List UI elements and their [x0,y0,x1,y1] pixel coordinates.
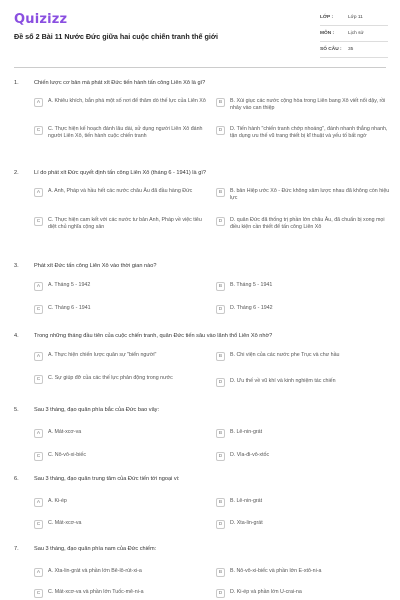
question-7 [14,546,386,600]
option-letter-badge: B [216,498,225,507]
question-number: 2. [14,170,19,176]
option-letter-badge: A [34,352,43,361]
option-text: A. Ki-ép [48,498,67,504]
info-row-subject [320,26,388,42]
question-1 [14,80,386,160]
option-text: A. Mát-xcơ-va [48,429,82,435]
question-text: Sau 3 tháng, đạo quân phía bắc của Đức bao vây: [34,407,160,413]
option-b[interactable] [216,352,392,361]
option-d[interactable] [216,589,392,598]
info-label: SỐ CÂU : [320,47,342,52]
header-divider [14,67,386,68]
info-value: Lịch sử [348,31,364,36]
option-letter-badge: B [216,352,225,361]
option-letter-badge: D [216,217,225,226]
option-d[interactable] [216,452,392,461]
option-b[interactable] [216,568,392,577]
option-letter-badge: B [216,568,225,577]
option-text: B. Xúi giục các nước cộng hòa trong Liên bang Xô viết nổi dậy, rồi nhảy vào can thiệp [230,98,386,111]
option-letter-badge: B [216,98,225,107]
option-text: B. Nô-vô-xi-biếc và phần lớn E-xtô-ni-a [230,568,322,574]
option-letter-badge: B [216,188,225,197]
question-text: Chiến lược cơ bản mà phát xít Đức tiến hành tấn công Liên Xô là gì? [34,80,206,86]
option-letter-badge: D [216,589,225,598]
option-letter-badge: D [216,520,225,529]
option-text: C. Tháng 6 - 1941 [48,305,91,311]
worksheet-title: Đề số 2 Bài 11 Nước Đức giữa hai cuộc chiến tranh thế giới [14,32,218,41]
quizizz-logo: Quizizz [14,12,68,27]
option-text: A. Xta-lin-grát và phần lớn Bê-lô-rút-xi-a [48,568,142,574]
option-text: A. Khiêu khích, bắn phá một số nơi để thăm dò thế lực của Liên Xô [48,98,206,104]
option-text: A. Tháng 5 - 1942 [48,282,91,288]
option-letter-badge: C [34,305,43,314]
option-letter-badge: B [216,429,225,438]
option-a[interactable] [34,98,210,107]
question-number: 4. [14,333,19,339]
option-b[interactable] [216,188,392,202]
option-text: D. Vla-đi-vô-xtốc [230,452,270,458]
option-letter-badge: D [216,452,225,461]
option-c[interactable] [34,217,210,231]
option-letter-badge: C [34,375,43,384]
option-text: B. bản Hiệp ước Xô - Đức không xâm lược nhau đã không còn hiệu lực [230,188,390,201]
option-c[interactable] [34,452,210,461]
option-d[interactable] [216,305,392,314]
option-a[interactable] [34,429,210,438]
option-text: C. Nô-vô-xi-biếc [48,452,86,458]
info-label: MÔN : [320,31,335,36]
question-number: 5. [14,407,19,413]
option-a[interactable] [34,282,210,291]
option-letter-badge: A [34,429,43,438]
option-letter-badge: A [34,498,43,507]
option-b[interactable] [216,429,392,438]
question-number: 3. [14,263,19,269]
option-text: C. Mát-xcơ-va và phần lớn Tuốc-mê-ni-a [48,589,144,595]
question-text: Phát xít Đức tấn công Liên Xô vào thời gian nào? [34,263,157,269]
option-d[interactable] [216,217,392,231]
question-text: Sau 3 tháng, đạo quân phía nam của Đức chiếm: [34,546,157,552]
option-text: B. Tháng 5 - 1941 [230,282,273,288]
option-text: A. Anh, Pháp và hầu hết các nước châu Âu đã đầu hàng Đức [48,188,193,194]
info-value: 35 [348,47,354,52]
option-text: D. Tiến hành "chiến tranh chớp nhoáng", đánh nhanh thắng nhanh, tận dụng ưu thế vũ trang thiết bị kĩ thuật và yếu tố bất ngờ [230,126,388,139]
option-letter-badge: A [34,568,43,577]
option-d[interactable] [216,378,392,387]
question-number: 6. [14,476,19,482]
info-value: Lớp 11 [348,15,363,20]
option-b[interactable] [216,98,392,112]
option-c[interactable] [34,589,210,598]
info-box [320,10,388,58]
question-number: 7. [14,546,19,552]
option-letter-badge: C [34,589,43,598]
option-a[interactable] [34,352,210,361]
option-letter-badge: D [216,126,225,135]
info-label: LỚP : [320,15,334,20]
option-letter-badge: A [34,188,43,197]
option-a[interactable] [34,568,210,577]
option-text: A. Thực hiện chiến lược quân sự "biển người" [48,352,157,358]
option-letter-badge: C [34,452,43,461]
option-letter-badge: B [216,282,225,291]
option-text: D. quân Đức đã thống trị phần lớn châu Âu, đã chuẩn bị xong mọi điều kiện cần thiết để tấn công Liên Xô [230,217,385,230]
question-4 [14,333,386,399]
option-letter-badge: C [34,126,43,135]
question-2 [14,170,390,250]
option-text: D. Xta-lin-grát [230,520,263,526]
option-c[interactable] [34,375,210,384]
option-d[interactable] [216,126,392,140]
question-5 [14,407,386,467]
option-text: B. Lê-nin-grát [230,429,263,435]
option-text: B. Chi viện của các nước phe Trục và chư hầu [230,352,340,358]
question-number: 1. [14,80,19,86]
question-6 [14,476,386,536]
question-text: Trong những tháng đầu tiên của cuộc chiến tranh, quân Đức tiến sâu vào lãnh thổ Liên Xô nhờ? [34,333,273,339]
option-letter-badge: A [34,98,43,107]
option-letter-badge: A [34,282,43,291]
option-letter-badge: C [34,520,43,529]
question-3 [14,263,386,323]
info-row-question-count [320,42,388,58]
option-text: C. Mát-xcơ-va [48,520,82,526]
option-c[interactable] [34,305,210,314]
option-b[interactable] [216,282,392,291]
question-text: Lí do phát xít Đức quyết định tấn công Liên Xô (tháng 6 - 1941) là gì? [34,170,206,176]
option-letter-badge: D [216,378,225,387]
option-text: C. Sự giúp đỡ của các thế lực phản động trong nước [48,375,173,381]
option-c[interactable] [34,126,210,140]
question-text: Sau 3 tháng, đạo quân trung tâm của Đức tiến tới ngoại vi: [34,476,180,482]
option-text: D. Tháng 6 - 1942 [230,305,273,311]
option-a[interactable] [34,188,210,197]
option-text: C. Thực hiện kế hoạch đánh lâu dài, sử dụng người Liên Xô đánh người Liên Xô, tiến hành cuộc chiến tranh [48,126,203,139]
option-b[interactable] [216,498,392,507]
option-text: D. Ki-ép và phần lớn U-crai-na [230,589,302,595]
option-text: B. Lê-nin-grát [230,498,263,504]
option-text: D. Ưu thế về vũ khí và kinh nghiệm tác chiến [230,378,336,384]
option-text: C. Thực hiện cam kết với các nước tư bản Anh, Pháp về việc tiêu diệt chủ nghĩa cộng sản [48,217,202,230]
option-c[interactable] [34,520,210,529]
option-letter-badge: C [34,217,43,226]
option-a[interactable] [34,498,210,507]
info-row-class [320,10,388,26]
option-d[interactable] [216,520,392,529]
option-letter-badge: D [216,305,225,314]
